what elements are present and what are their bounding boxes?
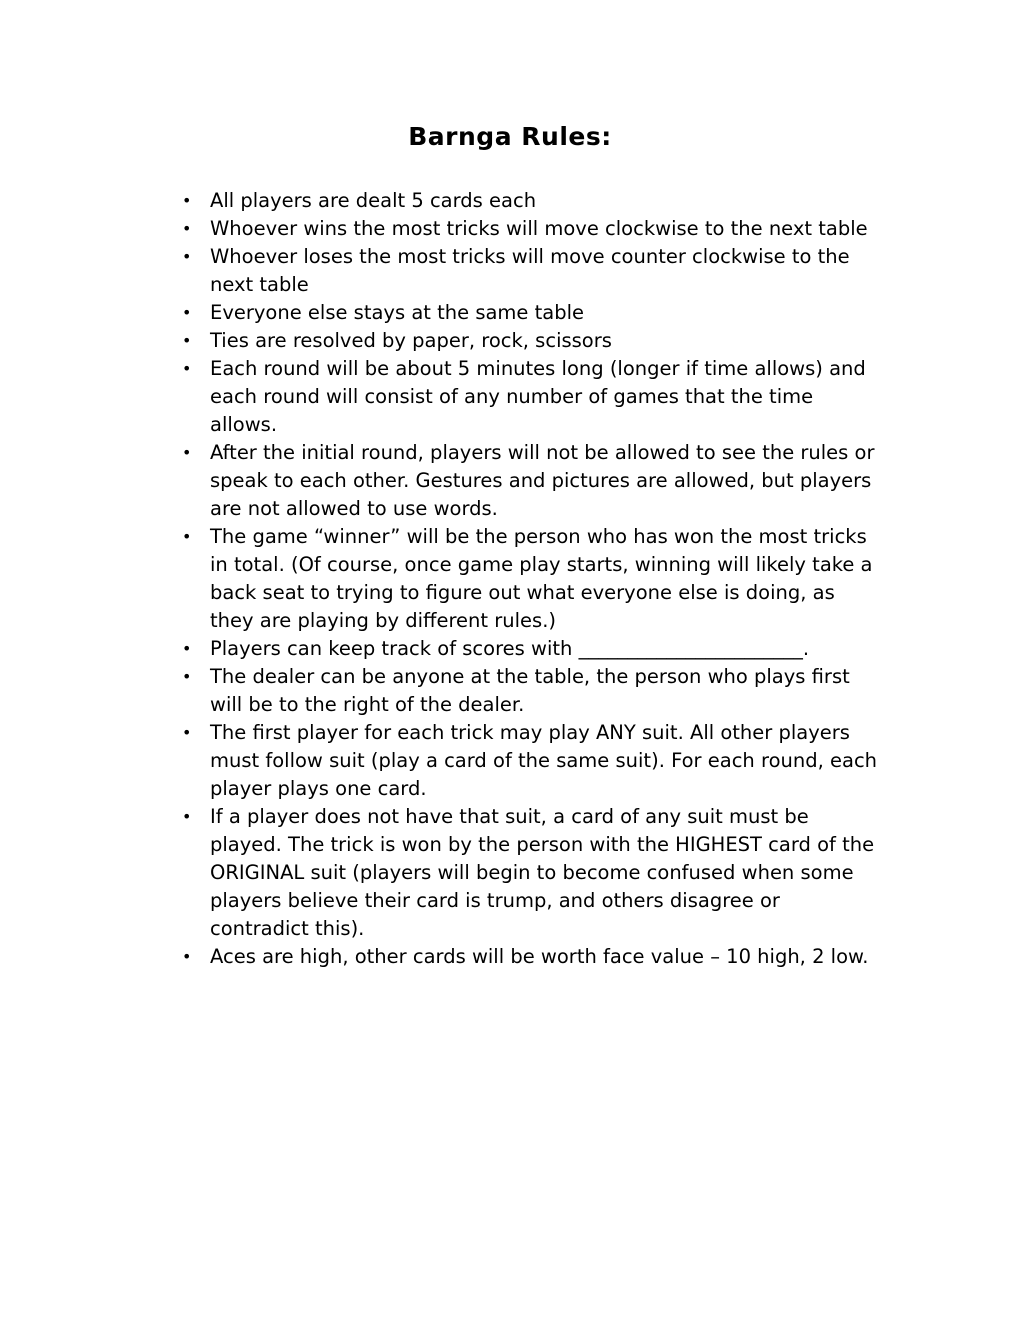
bullet-icon: •	[182, 247, 192, 266]
list-item-text: After the initial round, players will not be allowed to see the rules or speak to each other. Gestures and pictures are allowed, but players are not allowed to use words.	[210, 441, 875, 520]
list-item	[178, 327, 880, 355]
list-item	[178, 719, 880, 803]
list-item	[178, 523, 880, 635]
list-item	[178, 243, 880, 299]
list-item	[178, 187, 880, 215]
list-item	[178, 355, 880, 439]
bullet-icon: •	[182, 667, 192, 686]
list-item-text: Whoever loses the most tricks will move counter clockwise to the next table	[210, 245, 850, 296]
list-item-text: Ties are resolved by paper, rock, scissors	[210, 329, 612, 352]
list-item-text: The first player for each trick may play ANY suit. All other players must follow suit (play a card of the same suit). For each round, each player plays one card.	[210, 721, 878, 800]
list-item	[178, 803, 880, 943]
bullet-icon: •	[182, 527, 192, 546]
bullet-icon: •	[182, 303, 192, 322]
bullet-icon: •	[182, 807, 192, 826]
list-item	[178, 299, 880, 327]
list-item-text: All players are dealt 5 cards each	[210, 189, 537, 212]
list-item-text: Players can keep track of scores with _______________________.	[210, 637, 810, 660]
bullet-icon: •	[182, 723, 192, 742]
list-item	[178, 215, 880, 243]
list-item	[178, 439, 880, 523]
list-item	[178, 663, 880, 719]
list-item-text: If a player does not have that suit, a card of any suit must be played. The trick is won by the person with the HIGHEST card of the ORIGINAL suit (players will begin to become confused when some players believe their card is trump, and others disagree or contradict this).	[210, 805, 875, 940]
list-item-text: Everyone else stays at the same table	[210, 301, 585, 324]
bullet-icon: •	[182, 639, 192, 658]
list-item-text: Each round will be about 5 minutes long (longer if time allows) and each round will consist of any number of games that the time allows.	[210, 357, 866, 436]
list-item-text: The game “winner” will be the person who has won the most tricks in total. (Of course, once game play starts, winning will likely take a back seat to trying to figure out what everyone else is doing, as they are playing by different rules.)	[210, 525, 873, 632]
list-item-text: Aces are high, other cards will be worth face value – 10 high, 2 low.	[210, 945, 869, 968]
page-title: Barnga Rules:	[408, 122, 612, 151]
bullet-icon: •	[182, 359, 192, 378]
list-item	[178, 635, 880, 663]
bullet-icon: •	[182, 947, 192, 966]
bullet-icon: •	[182, 443, 192, 462]
rules-list	[0, 151, 1020, 971]
list-item-text: Whoever wins the most tricks will move clockwise to the next table	[210, 217, 868, 240]
list-item	[178, 943, 880, 971]
list-item-text: The dealer can be anyone at the table, the person who plays first will be to the right of the dealer.	[210, 665, 850, 716]
bullet-icon: •	[182, 331, 192, 350]
bullet-icon: •	[182, 191, 192, 210]
bullet-icon: •	[182, 219, 192, 238]
